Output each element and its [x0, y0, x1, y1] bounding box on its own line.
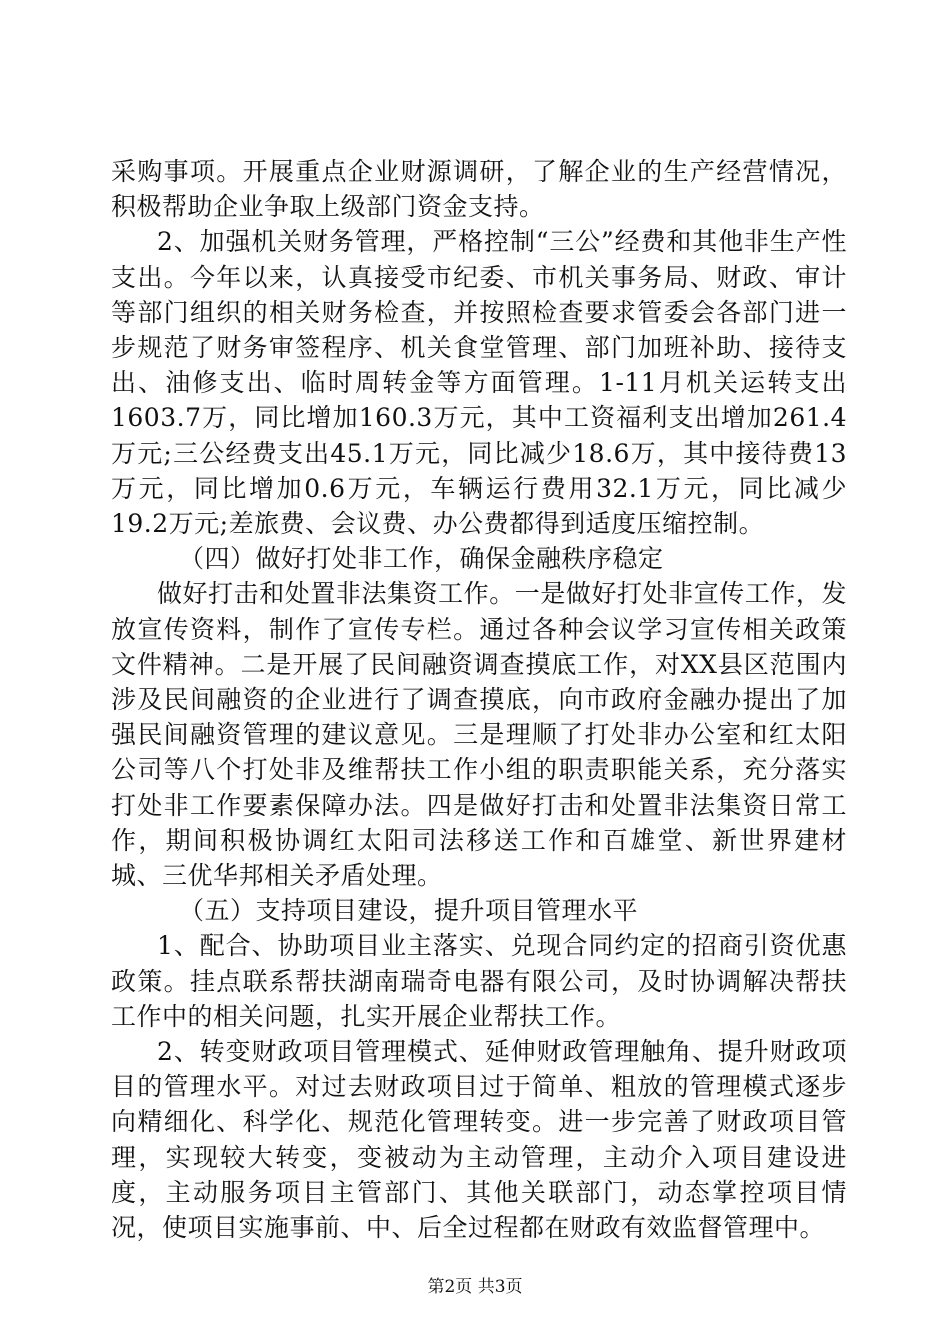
paragraph-project-management: 2、转变财政项目管理模式、延伸财政管理触角、提升财政项目的管理水平。对过去财政项目过于简单、粗放的管理模式逐步向精细化、科学化、规范化管理转变。进一步完善了财政项目管理，实现较大转变，变被动为主动管理，主动介入项目建设进度，主动服务项目主管部门、其他关联部门，动态掌控项目情况，使项目实施事前、中、后全过程都在财政有效监督管理中。 [111, 1037, 847, 1243]
section-heading-4: （四）做好打处非工作，确保金融秩序稳定 [179, 544, 664, 574]
page-number-footer: 第2页 共3页 [427, 1277, 523, 1297]
document-body [111, 154, 847, 1245]
paragraph-project-support: 1、配合、协助项目业主落实、兑现合同约定的招商引资优惠政策。挂点联系帮扶湖南瑞奇电器有限公司，及时协调解决帮扶工作中的相关问题，扎实开展企业帮扶工作。 [111, 931, 847, 1031]
paragraph-illegal-fundraising: 做好打击和处置非法集资工作。一是做好打处非宣传工作，发放宣传资料，制作了宣传专栏。通过各种会议学习宣传相关政策文件精神。二是开展了民间融资调查摸底工作，对XX县区范围内涉及民间融资的企业进行了调查摸底，向市政府金融办提出了加强民间融资管理的建议意见。三是理顺了打处非办公室和红太阳公司等八个打处非及维帮扶工作小组的职责职能关系，充分落实打处非工作要素保障办法。四是做好打击和处置非法集资日常工作，期间积极协调红太阳司法移送工作和百雄堂、新世界建材城、三优华邦相关矛盾处理。 [111, 579, 847, 891]
paragraph-finance-management: 2、加强机关财务管理，严格控制“三公”经费和其他非生产性支出。今年以来，认真接受市纪委、市机关事务局、财政、审计等部门组织的相关财务检查，并按照检查要求管委会各部门进一步规范了财务审签程序、机关食堂管理、部门加班补助、接待支出、油修支出、临时周转金等方面管理。1-11月机关运转支出1603.7万，同比增加160.3万元，其中工资福利支出增加261.4万元;三公经费支出45.1万元，同比减少18.6万，其中接待费13万元，同比增加0.6万元，车辆运行费用32.1万元，同比减少19.2万元;差旅费、会议费、办公费都得到适度压缩控制。 [111, 227, 847, 539]
paragraph-continuation: 采购事项。开展重点企业财源调研，了解企业的生产经营情况，积极帮助企业争取上级部门资金支持。 [111, 157, 847, 222]
section-heading-5: （五）支持项目建设，提升项目管理水平 [179, 896, 639, 926]
